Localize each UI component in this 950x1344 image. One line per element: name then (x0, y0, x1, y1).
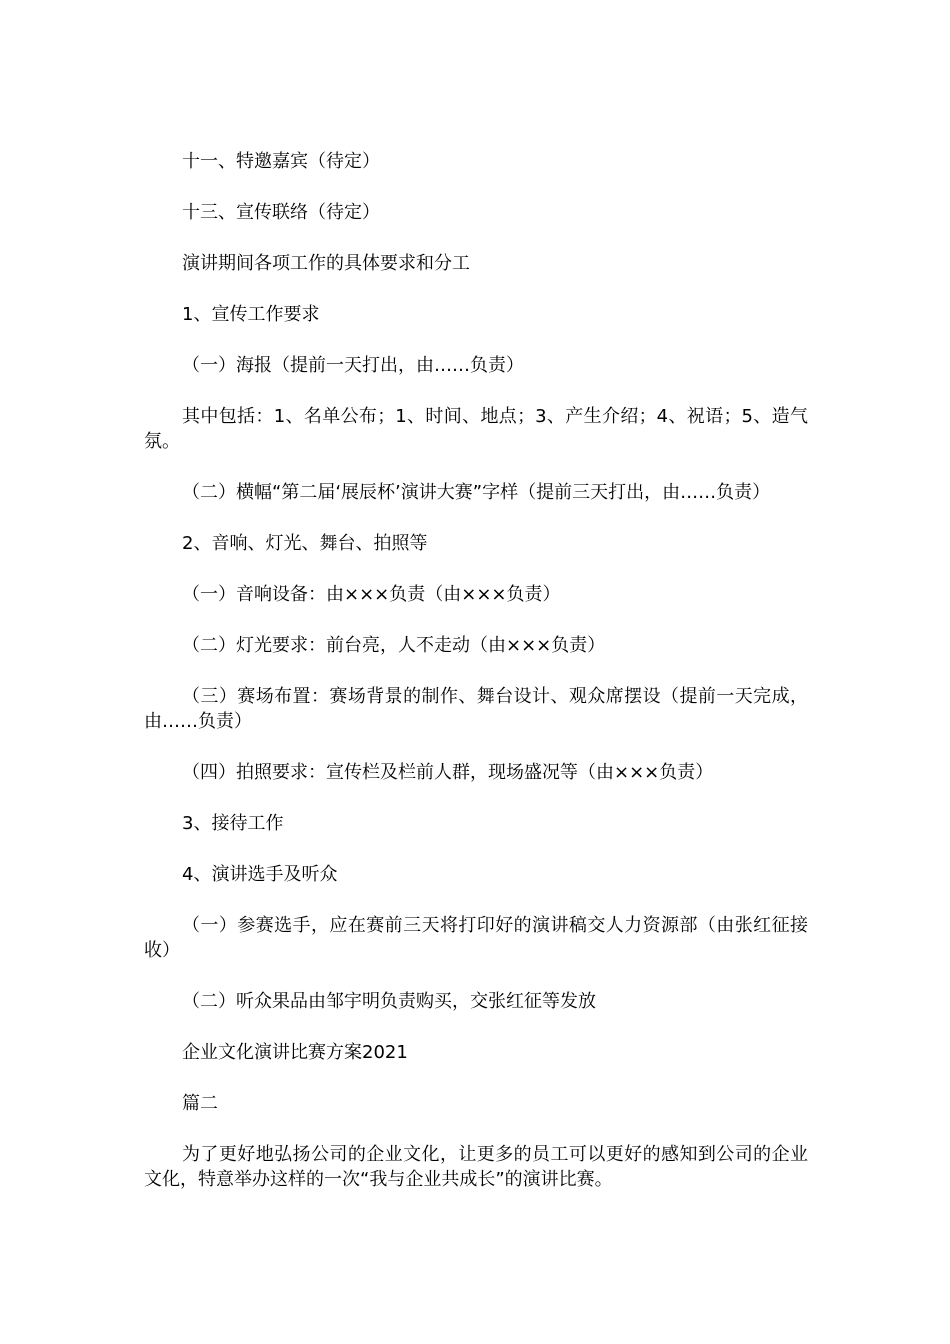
paragraph-poster-contents: 其中包括：1、名单公布；1、时间、地点；3、产生介绍；4、祝语；5、造气氛。 (144, 406, 808, 452)
paragraph-reception: 3、接待工作 (182, 813, 284, 834)
paragraph-banner: （二）横幅“第二届‘展辰杯’演讲大赛”字样（提前三天打出，由……负责） (182, 482, 771, 503)
paragraph-lighting: （二）灯光要求：前台亮，人不走动（由×××负责） (182, 635, 606, 656)
document-body (144, 149, 808, 1218)
paragraph-contestants: （一）参赛选手，应在赛前三天将打印好的演讲稿交人力资源部（由张红征接收） (144, 915, 808, 961)
paragraph-part-two: 篇二 (182, 1093, 218, 1114)
paragraph-special-guests: 十一、特邀嘉宾（待定） (182, 151, 380, 172)
paragraph-contestants-audience: 4、演讲选手及听众 (182, 864, 338, 885)
paragraph-audience-refreshments: （二）听众果品由邹宇明负责购买，交张红征等发放 (182, 991, 596, 1012)
paragraph-audio-equipment: （一）音响设备：由×××负责（由×××负责） (182, 584, 561, 605)
paragraph-photography: （四）拍照要求：宣传栏及栏前人群，现场盛况等（由×××负责） (182, 762, 714, 783)
paragraph-venue-layout: （三）赛场布置：赛场背景的制作、舞台设计、观众席摆设（提前一天完成，由……负责） (144, 686, 808, 732)
paragraph-publicity-requirements: 1、宣传工作要求 (182, 304, 320, 325)
paragraph-av-stage-photo: 2、音响、灯光、舞台、拍照等 (182, 533, 428, 554)
paragraph-introduction: 为了更好地弘扬公司的企业文化，让更多的员工可以更好的感知到公司的企业文化，特意举办这样的一次“我与企业共成长”的演讲比赛。 (144, 1144, 808, 1190)
paragraph-publicity-liaison: 十三、宣传联络（待定） (182, 202, 380, 223)
paragraph-plan-title: 企业文化演讲比赛方案2021 (182, 1042, 408, 1063)
paragraph-work-division-heading: 演讲期间各项工作的具体要求和分工 (182, 253, 470, 274)
paragraph-poster: （一）海报（提前一天打出，由……负责） (182, 355, 524, 376)
